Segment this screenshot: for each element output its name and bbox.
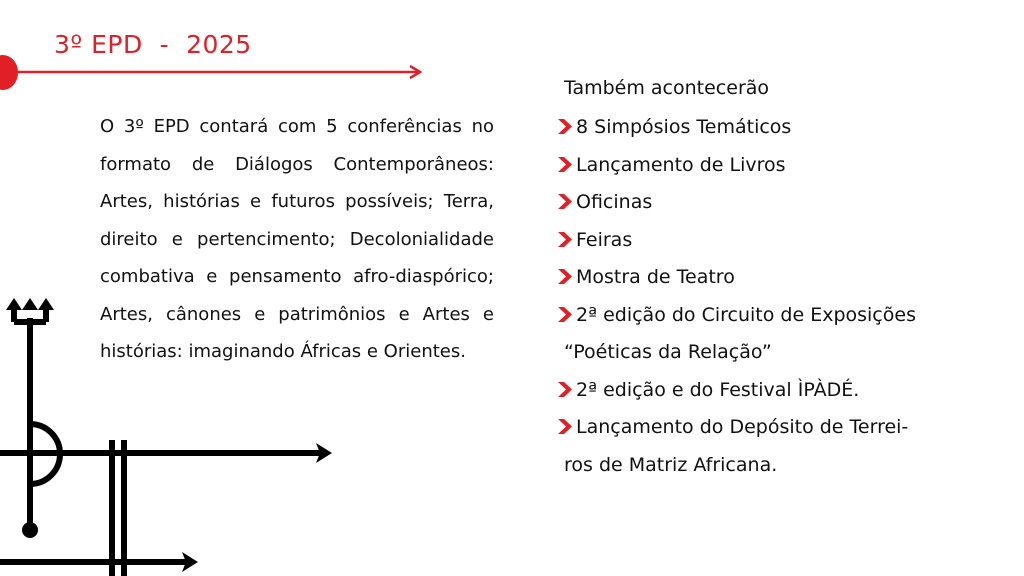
event-item (558, 259, 958, 297)
event-item-continuation: ros de Matriz Africana. (564, 453, 778, 476)
event-item-label: Feiras (576, 228, 633, 251)
event-item (558, 184, 958, 222)
event-item-label: Lançamento de Livros (576, 153, 786, 176)
event-item-label: 2ª edição e do Festival ÌPÀDÉ. (576, 378, 860, 401)
chevron-right-icon (558, 232, 572, 247)
page-title: 3º EPD - 2025 (54, 30, 252, 59)
events-list (558, 72, 958, 484)
event-item-label: Lançamento do Depósito de Terrei- (576, 416, 909, 438)
event-item (558, 372, 958, 410)
event-item-label: 2ª edição do Circuito de Exposições (576, 303, 916, 326)
event-item-label: Mostra de Teatro (576, 266, 735, 288)
event-item-label: 8 Simpósios Temáticos (576, 116, 792, 138)
chevron-right-icon (558, 382, 572, 397)
event-item-continuation: “Poéticas da Relação” (564, 341, 772, 363)
title-underline-arrow (0, 62, 430, 82)
event-item (558, 109, 958, 147)
event-item (558, 222, 958, 260)
event-item (558, 409, 958, 484)
chevron-right-icon (558, 307, 572, 322)
chevron-right-icon (558, 419, 572, 434)
chevron-right-icon (558, 194, 572, 209)
events-heading: Também acontecerão (564, 77, 770, 99)
conference-description: O 3º EPD contará com 5 conferências no formato de Diálogos Contemporâneos: Artes, histórias e futuros possíveis; Terra, direito e pertencimento; Decolonialidade combativa e pensamento afro-diaspórico; Artes, cânones e patrimônios e Artes e histórias: imaginando Áfricas e Orientes. (100, 116, 494, 362)
event-item (558, 297, 958, 372)
trident-arrows-decoration (0, 290, 340, 576)
chevron-right-icon (558, 157, 572, 172)
chevron-right-icon (558, 119, 572, 134)
chevron-right-icon (558, 269, 572, 284)
events-items (558, 109, 958, 484)
event-item-label: Oficinas (576, 191, 653, 213)
event-item (558, 147, 958, 185)
